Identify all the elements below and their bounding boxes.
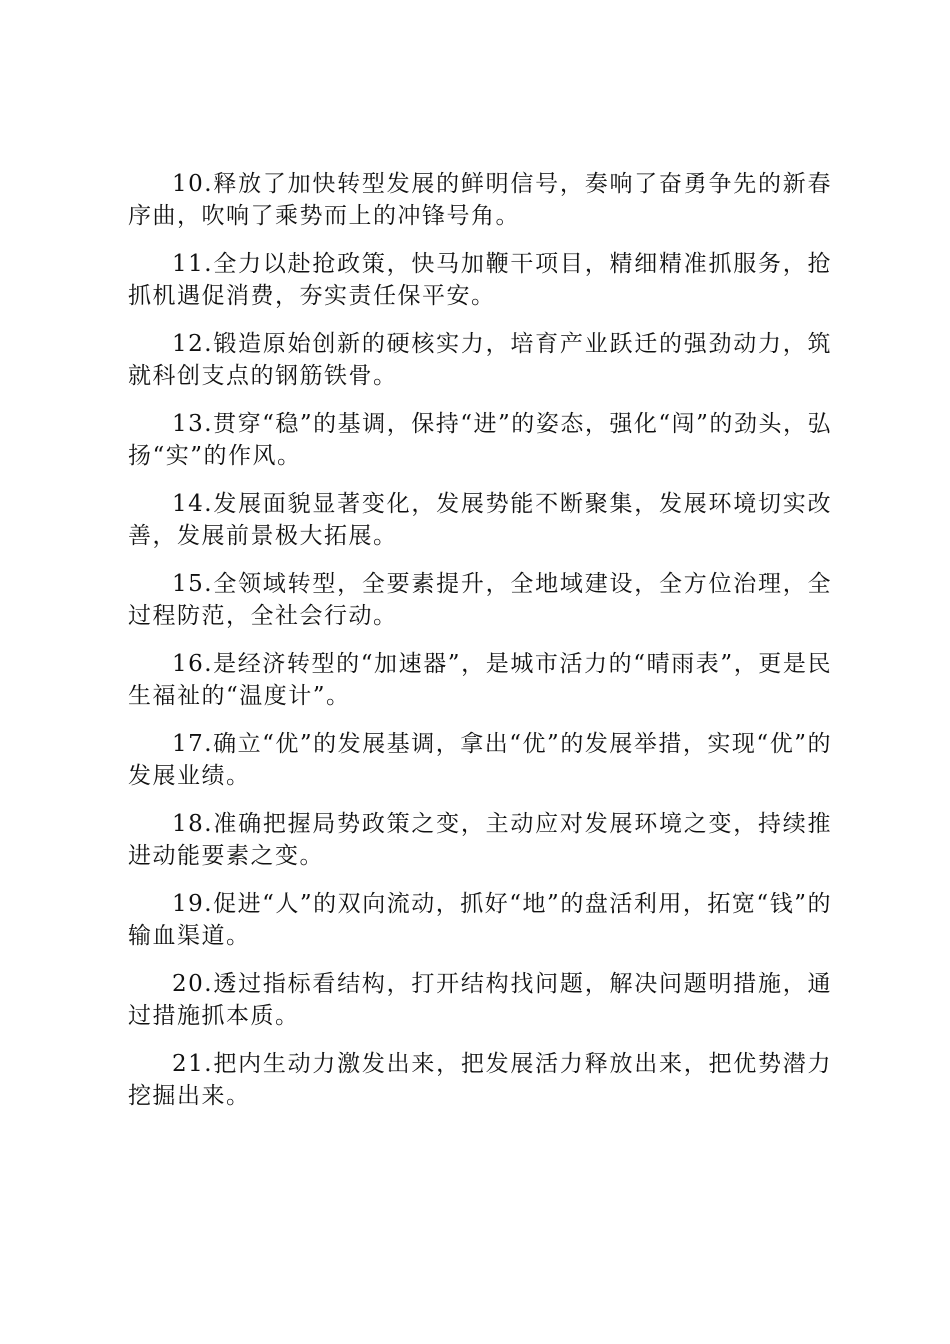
paragraph-19: 19.促进“人”的双向流动，抓好“地”的盘活利用，拓宽“钱”的输血渠道。 [128,891,832,949]
paragraph-12: 12.锻造原始创新的硬核实力，培育产业跃迁的强劲动力，筑就科创支点的钢筋铁骨。 [128,331,832,389]
paragraph-14: 14.发展面貌显著变化，发展势能不断聚集，发展环境切实改善，发展前景极大拓展。 [128,491,832,549]
paragraph-20: 20.透过指标看结构，打开结构找问题，解决问题明措施，通过措施抓本质。 [128,971,832,1029]
paragraph-10: 10.释放了加快转型发展的鲜明信号，奏响了奋勇争先的新春序曲，吹响了乘势而上的冲锋号角。 [128,171,832,229]
paragraph-15: 15.全领域转型，全要素提升，全地域建设，全方位治理，全过程防范，全社会行动。 [128,571,832,629]
paragraph-11: 11.全力以赴抢政策，快马加鞭干项目，精细精准抓服务，抢抓机遇促消费，夯实责任保平安。 [128,251,832,309]
paragraph-18: 18.准确把握局势政策之变，主动应对发展环境之变，持续推进动能要素之变。 [128,811,832,869]
paragraph-16: 16.是经济转型的“加速器”，是城市活力的“晴雨表”，更是民生福祉的“温度计”。 [128,651,832,709]
paragraph-17: 17.确立“优”的发展基调，拿出“优”的发展举措，实现“优”的发展业绩。 [128,731,832,789]
paragraph-21: 21.把内生动力激发出来，把发展活力释放出来，把优势潜力挖掘出来。 [128,1051,832,1109]
document-page [128,168,832,1128]
paragraph-13: 13.贯穿“稳”的基调，保持“进”的姿态，强化“闯”的劲头，弘扬“实”的作风。 [128,411,832,469]
